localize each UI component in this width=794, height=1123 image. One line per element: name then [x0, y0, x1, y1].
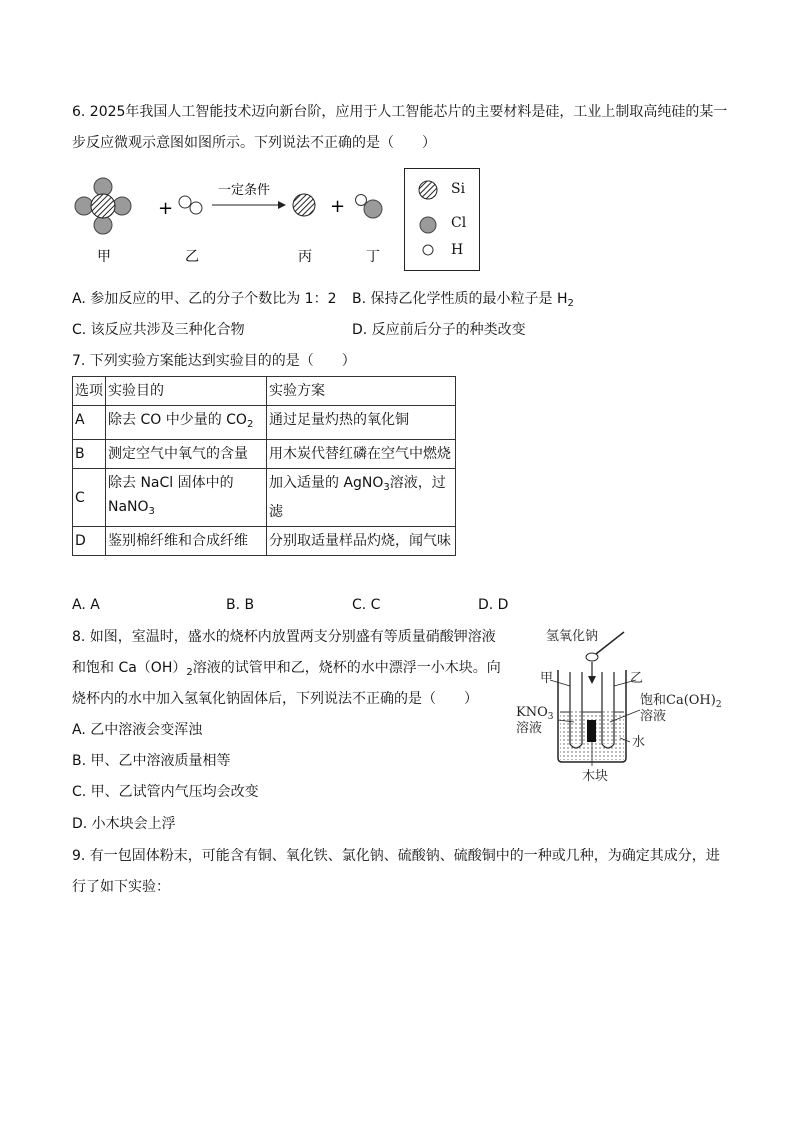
- q6-option-b: B. 保持乙化学性质的最小粒子是 $H_2$: [352, 291, 574, 309]
- water-label: 水: [632, 735, 646, 750]
- legend-h: H: [451, 242, 464, 258]
- row-d-purpose: 鉴别棉纤维和合成纤维: [106, 527, 267, 556]
- q7-answer-d: D. D: [478, 597, 509, 613]
- tube-jia-label: 甲: [540, 671, 554, 686]
- legend-cl: Cl: [451, 215, 467, 231]
- q9-stem-line1: 9. 有一包固体粉末，可能含有铜、氧化铁、氯化钠、硫酸钠、硫酸铜中的一种或几种，为确定其成分，进: [72, 848, 720, 864]
- row-a-plan: 通过足量灼热的氧化铜: [267, 406, 456, 440]
- row-c-plan: 加入适量的 AgNO$_3$溶液，过 滤: [267, 469, 456, 527]
- label-ding: 丁: [366, 249, 380, 265]
- q7-answer-b: B. B: [226, 597, 255, 613]
- q6-option-d: D. 反应前后分子的种类改变: [352, 322, 526, 338]
- down-arrow-icon: [588, 676, 596, 684]
- molecule-yi: [179, 196, 202, 214]
- row-d-option: D: [73, 527, 106, 556]
- spoon-icon: [586, 653, 598, 661]
- row-c-option: C: [73, 469, 106, 527]
- q8-option-c: C. 甲、乙试管内气压均会改变: [72, 784, 259, 800]
- q7-answer-c: C. C: [352, 597, 381, 613]
- q6-stem-line2: 步反应微观示意图如图所示。下列说法不正确的是（ ）: [72, 135, 436, 151]
- naoh-label: 氢氧化钠: [546, 629, 599, 644]
- table-row: [73, 406, 456, 440]
- kno3-solution-label: 溶液: [516, 721, 543, 736]
- cl-atom-icon: [418, 215, 438, 235]
- row-b-plan: 用木炭代替红磷在空气中燃烧: [267, 440, 456, 469]
- q8-stem-line1: 8. 如图，室温时，盛水的烧杯内放置两支分别盛有等质量硝酸钾溶液: [72, 629, 496, 645]
- label-bing: 丙: [298, 249, 312, 265]
- plus-sign-1: +: [158, 198, 174, 219]
- q7-table: [72, 376, 456, 556]
- q8-option-b: B. 甲、乙中溶液质量相等: [72, 753, 231, 769]
- table-row: [73, 440, 456, 469]
- table-row: [73, 469, 456, 527]
- q6-legend: [404, 168, 480, 271]
- header-option: 选项: [73, 377, 106, 406]
- h-atom-icon: [421, 243, 435, 257]
- row-d-plan: 分别取适量样品灼烧，闻气味: [267, 527, 456, 556]
- wood-block: [587, 720, 596, 742]
- legend-si: Si: [451, 181, 466, 197]
- molecule-bing: [293, 194, 315, 216]
- q9-stem-line2: 行了如下实验：: [72, 879, 170, 895]
- q7-answer-a: A. A: [72, 597, 100, 613]
- q8-option-a: A. 乙中溶液会变浑浊: [72, 722, 203, 738]
- tube-yi-label: 乙: [630, 671, 644, 686]
- table-header-row: [73, 377, 456, 406]
- label-yi: 乙: [185, 249, 199, 265]
- header-plan: 实验方案: [267, 377, 456, 406]
- q7-stem: 7. 下列实验方案能达到实验目的的是（ ）: [72, 353, 356, 369]
- caoh2-label: 饱和$Ca(OH)_2$: [640, 693, 722, 710]
- row-c-purpose: 除去 NaCl 固体中的 NaNO$_3$: [106, 469, 267, 527]
- q6-option-c: C. 该反应共涉及三种化合物: [72, 322, 245, 338]
- header-purpose: 实验目的: [106, 377, 267, 406]
- row-a-purpose: 除去 CO 中少量的 $CO_2$: [106, 406, 267, 440]
- kno3-label: $KNO_3$: [516, 705, 554, 722]
- caoh2-solution-label: 溶液: [640, 709, 667, 724]
- table-row: [73, 527, 456, 556]
- q8-beaker-diagram: [510, 626, 730, 786]
- molecule-jia: [75, 178, 131, 234]
- wood-block-label: 木块: [582, 769, 609, 784]
- q8-stem-line3: 烧杯内的水中加入氢氧化钠固体后，下列说法不正确的是（ ）: [72, 691, 478, 707]
- label-jia: 甲: [97, 249, 111, 265]
- q8-stem-line2: 和饱和 $Ca(OH)_2$溶液的试管甲和乙，烧杯的水中漂浮一小木块。向: [72, 660, 501, 678]
- plus-sign-2: +: [330, 196, 346, 217]
- q6-option-a: A. 参加反应的甲、乙的分子个数比为 1：2: [72, 291, 337, 307]
- arrow-condition-label: 一定条件: [218, 183, 271, 198]
- row-b-purpose: 测定空气中氧气的含量: [106, 440, 267, 469]
- q6-stem-line1: 6. 2025年我国人工智能技术迈向新台阶，应用于人工智能芯片的主要材料是硅，工业上制取高纯硅的某一: [72, 104, 728, 120]
- si-atom-icon: [417, 179, 439, 201]
- row-b-option: B: [73, 440, 106, 469]
- q8-option-d: D. 小木块会上浮: [72, 816, 176, 832]
- spoon-handle: [596, 632, 624, 654]
- row-a-option: A: [73, 406, 106, 440]
- molecule-ding: [356, 195, 383, 219]
